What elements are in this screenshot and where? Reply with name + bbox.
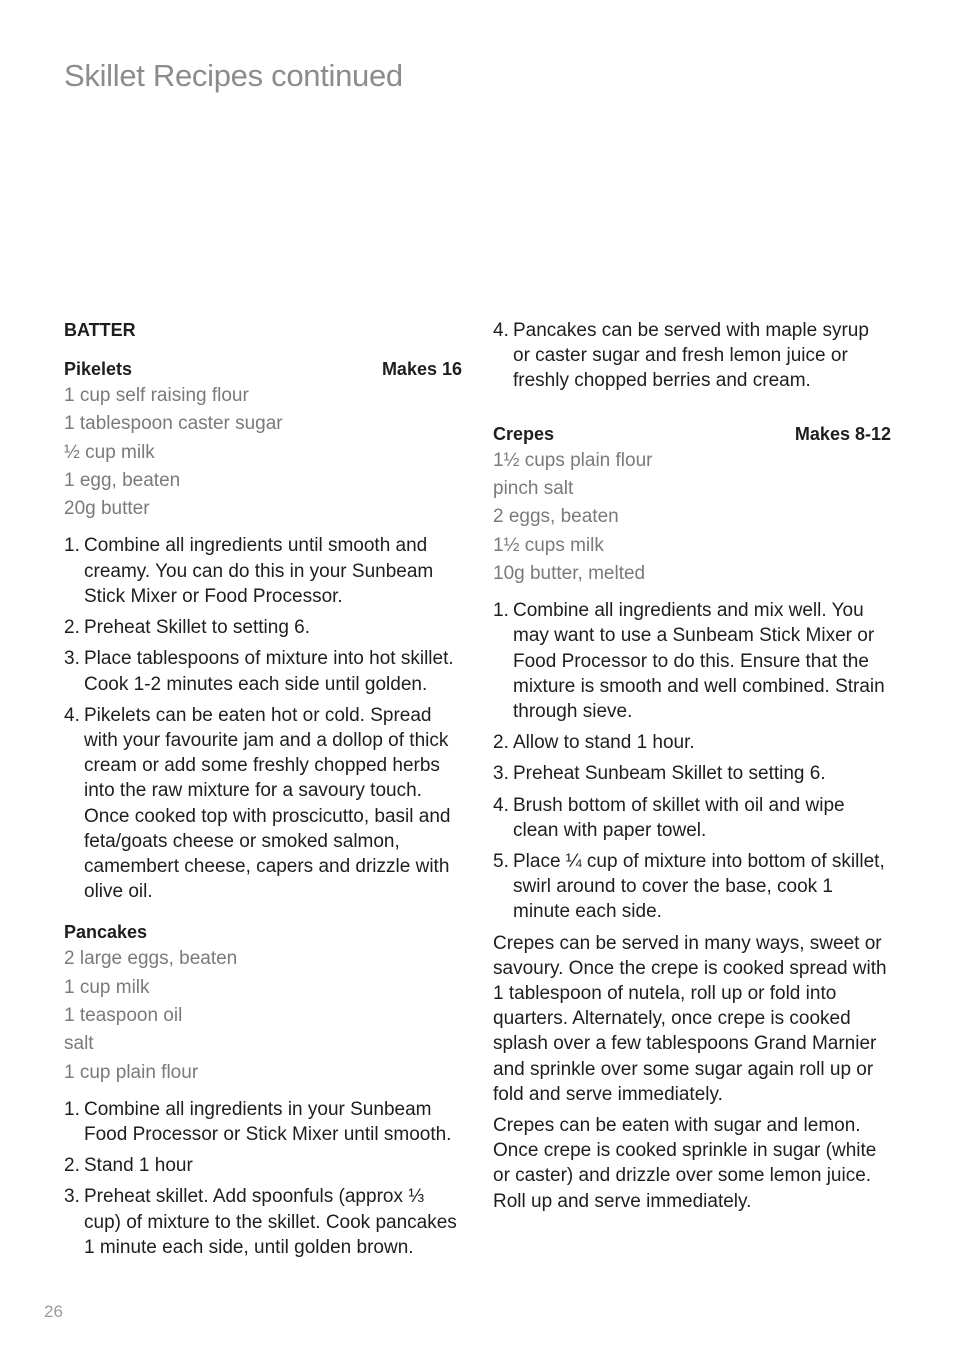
recipe-header-pancakes	[64, 920, 462, 945]
ingredient-item: 1½ cups milk	[493, 534, 604, 556]
ingredient-list-pikelets	[64, 382, 462, 523]
method-step	[493, 761, 891, 786]
ingredient-item: 1 cup milk	[64, 976, 150, 998]
method-step	[493, 598, 891, 724]
ingredient-item: 1 tablespoon caster sugar	[64, 413, 283, 435]
ingredient-item: 20g butter	[64, 498, 150, 520]
step-text: Allow to stand 1 hour.	[513, 732, 695, 754]
serving-note: Crepes can be eaten with sugar and lemon. Once crepe is cooked sprinkle in sugar (white or caster) and drizzle over some lemon juice. Roll up and serve immediately.	[493, 1114, 877, 1212]
method-list-pancakes-continued	[493, 318, 891, 394]
step-text: Pikelets can be eaten hot or cold. Spread with your favourite jam and a dollop of thick cream or add some freshly chopped herbs into the raw mixture for a savoury touch. Once cooked top with proscicutto, basil and feta/goats cheese or smoked salmon, camembert cheese, capers and drizzle with olive oil.	[84, 704, 451, 903]
ingredient-list-pancakes	[64, 945, 462, 1086]
method-step	[64, 646, 462, 696]
step-number: 3.	[64, 1186, 80, 1208]
method-step	[493, 318, 891, 394]
step-number: 3.	[493, 763, 509, 785]
step-number: 1.	[64, 1098, 80, 1120]
ingredient-list-crepes	[493, 447, 891, 588]
step-text: Preheat Skillet to setting 6.	[84, 617, 311, 639]
step-text: Brush bottom of skillet with oil and wipe clean with paper towel.	[513, 794, 845, 841]
recipe-yield: Makes 16	[381, 359, 462, 379]
section-heading: BATTER	[64, 320, 136, 340]
step-number: 5.	[493, 850, 509, 872]
step-text: Combine all ingredients and mix well. You may want to use a Sunbeam Stick Mixer or Food Processor to do this. Ensure that the mixture is smooth and well combined. Strain through sieve.	[513, 600, 885, 722]
method-step	[64, 703, 462, 905]
step-text: Pancakes can be served with maple syrup or caster sugar and fresh lemon juice or freshly chopped berries and cream.	[513, 320, 869, 392]
ingredient-item: 2 eggs, beaten	[493, 506, 619, 528]
ingredient-item: ½ cup milk	[64, 441, 155, 463]
method-step	[493, 730, 891, 755]
step-text: Place tablespoons of mixture into hot skillet. Cook 1-2 minutes each side until golden.	[84, 648, 454, 695]
step-number: 4.	[493, 320, 509, 341]
step-text: Combine all ingredients until smooth and creamy. You can do this in your Sunbeam Stick Mixer or Food Processor.	[84, 535, 434, 607]
recipe-name: Pikelets	[64, 359, 133, 379]
method-step	[64, 533, 462, 609]
method-list-crepes	[493, 598, 891, 924]
ingredient-item: 1 teaspoon oil	[64, 1004, 183, 1026]
step-number: 3.	[64, 648, 80, 670]
step-number: 4.	[493, 794, 509, 816]
method-step	[493, 793, 891, 843]
serving-note: Crepes can be served in many ways, sweet or savoury. Once the crepe is cooked spread with 1 tablespoon of nutela, roll up or fold into quarters. Alternately, once crepe is cooked splash over a few tablespoons Grand Marnier and sprinkle over some sugar again roll up or fold and serve immediately.	[493, 932, 887, 1105]
step-text: Place ¼ cup of mixture into bottom of skillet, swirl around to cover the base, cook 1 minute each side.	[513, 850, 885, 923]
right-column	[493, 318, 891, 1220]
recipe-name: Crepes	[493, 423, 555, 444]
method-step	[64, 1097, 462, 1147]
ingredient-item: 1 cup self raising flour	[64, 385, 249, 406]
ingredient-item: pinch salt	[493, 477, 574, 499]
ingredient-item: 1 cup plain flour	[64, 1061, 199, 1083]
method-step	[64, 615, 462, 640]
ingredient-item: 1½ cups plain flour	[493, 449, 653, 471]
step-text: Stand 1 hour	[84, 1155, 193, 1177]
method-step	[493, 849, 891, 925]
method-list-pancakes	[64, 1097, 462, 1260]
method-list-pikelets	[64, 533, 462, 904]
step-text: Preheat Sunbeam Skillet to setting 6.	[513, 763, 826, 785]
page-number: 26	[44, 1302, 63, 1321]
recipe-yield: Makes 8-12	[794, 423, 891, 444]
recipe-header-pikelets	[64, 357, 462, 382]
left-column	[64, 318, 462, 1266]
method-step	[64, 1153, 462, 1178]
ingredient-item: 2 large eggs, beaten	[64, 948, 238, 970]
ingredient-item: salt	[64, 1033, 94, 1055]
ingredient-item: 10g butter, melted	[493, 562, 646, 584]
step-text: Combine all ingredients in your Sunbeam Food Processor or Stick Mixer until smooth.	[84, 1098, 452, 1146]
step-text: Preheat skillet. Add spoonfuls (approx ⅓ cup) of mixture to the skillet. Cook pancakes 1 minute each side, until golden brown.	[84, 1186, 457, 1258]
step-number: 1.	[64, 535, 80, 557]
recipe-header-crepes	[493, 422, 891, 447]
ingredient-item: 1 egg, beaten	[64, 469, 181, 491]
step-number: 1.	[493, 600, 509, 622]
page-title: Skillet Recipes continued	[64, 58, 403, 93]
step-number: 4.	[64, 704, 80, 726]
step-number: 2.	[64, 617, 80, 639]
recipe-name: Pancakes	[64, 922, 148, 943]
step-number: 2.	[64, 1155, 80, 1177]
step-number: 2.	[493, 732, 509, 754]
method-step	[64, 1184, 462, 1260]
